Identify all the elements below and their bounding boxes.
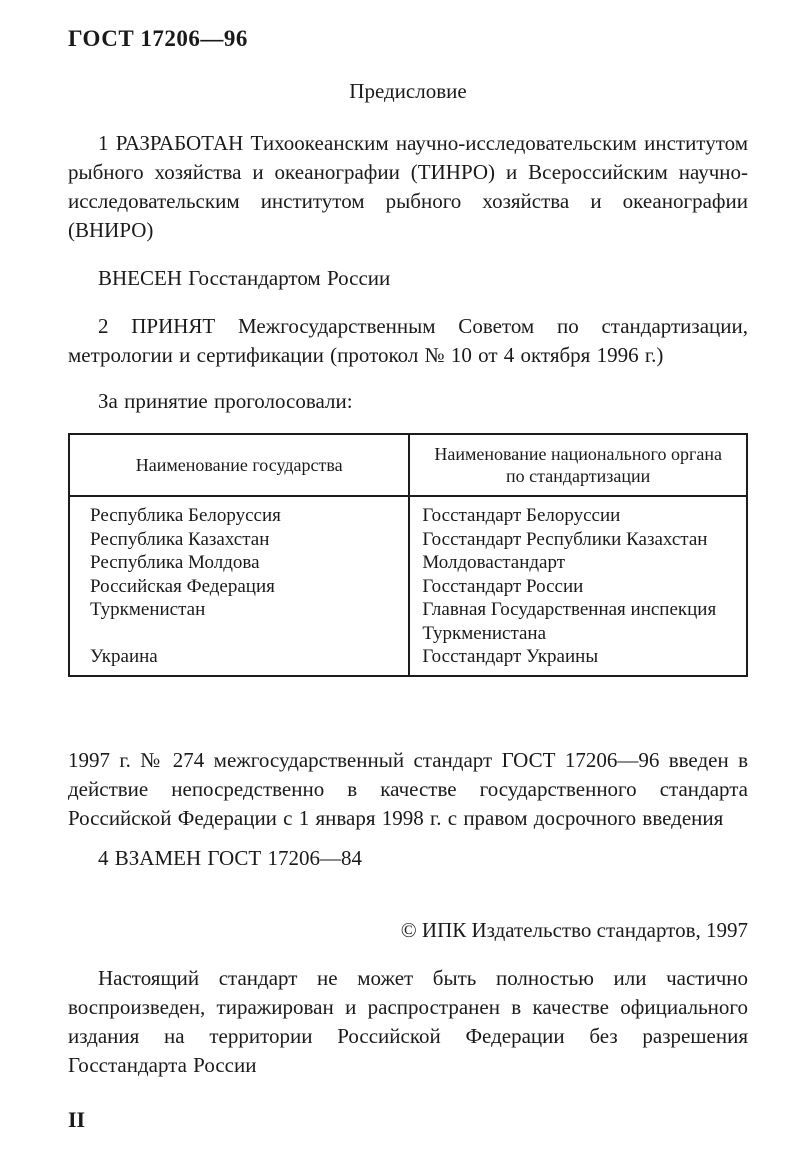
state-cell: Туркменистан <box>69 598 409 645</box>
state-cell: Республика Белоруссия <box>69 496 409 528</box>
page-title: Предисловие <box>349 79 467 103</box>
page-number: II <box>68 1106 86 1132</box>
state-cell: Российская Федерация <box>69 575 409 599</box>
table-row <box>69 575 747 599</box>
org-cell: Госстандарт Украины <box>409 645 747 676</box>
para-replaces: 4 ВЗАМЕН ГОСТ 17206—84 <box>98 845 362 870</box>
state-cell: Украина <box>69 645 409 676</box>
table-row <box>69 528 747 552</box>
org-cell: Госстандарт Белоруссии <box>409 496 747 528</box>
table-header-org: Наименование национального органа по стандартизации <box>409 434 747 496</box>
doc-code: ГОСТ 17206—96 <box>68 26 248 51</box>
para-adopted: 2 ПРИНЯТ Межгосударственным Советом по стандартизации, метрологии и сертификации (протокол № 10 от 4 октября 1996 г.) <box>68 314 748 367</box>
copyright-line: © ИПК Издательство стандартов, 1997 <box>400 917 748 942</box>
table-row <box>69 551 747 575</box>
para-developed: 1 РАЗРАБОТАН Тихоокеанским научно-исследовательским институтом рыбного хозяйства и океанографии (ТИНРО) и Всероссийским научно-исследовательским институтом рыбного хозяйства и океанографии (ВНИРО) <box>68 131 748 242</box>
table-row <box>69 496 747 528</box>
voting-table <box>68 433 748 677</box>
org-cell: Молдовастандарт <box>409 551 747 575</box>
state-cell: Республика Казахстан <box>69 528 409 552</box>
para-restriction: Настоящий стандарт не может быть полностью или частично воспроизведен, тиражирован и распространен в качестве официального издания на территории Российской Федерации без разрешения Госстандарта России <box>68 965 748 1077</box>
table-row <box>69 598 747 645</box>
table-header-state: Наименование государства <box>69 434 409 496</box>
org-cell: Главная Государственная инспекция Туркменистана <box>409 598 747 645</box>
state-cell: Республика Молдова <box>69 551 409 575</box>
table-header-row <box>69 434 747 496</box>
para-vote-intro: За принятие проголосовали: <box>98 389 353 413</box>
para-submitted: ВНЕСЕН Госстандартом России <box>98 266 391 290</box>
org-cell: Госстандарт России <box>409 575 747 599</box>
table-row <box>69 645 747 676</box>
para-decree: 1997 г. № 274 межгосударственный стандарт ГОСТ 17206—96 введен в действие непосредственно в качестве государственного стандарта Российской Федерации с 1 января 1998 г. с правом досрочного введения <box>68 747 748 830</box>
org-cell: Госстандарт Республики Казахстан <box>409 528 747 552</box>
